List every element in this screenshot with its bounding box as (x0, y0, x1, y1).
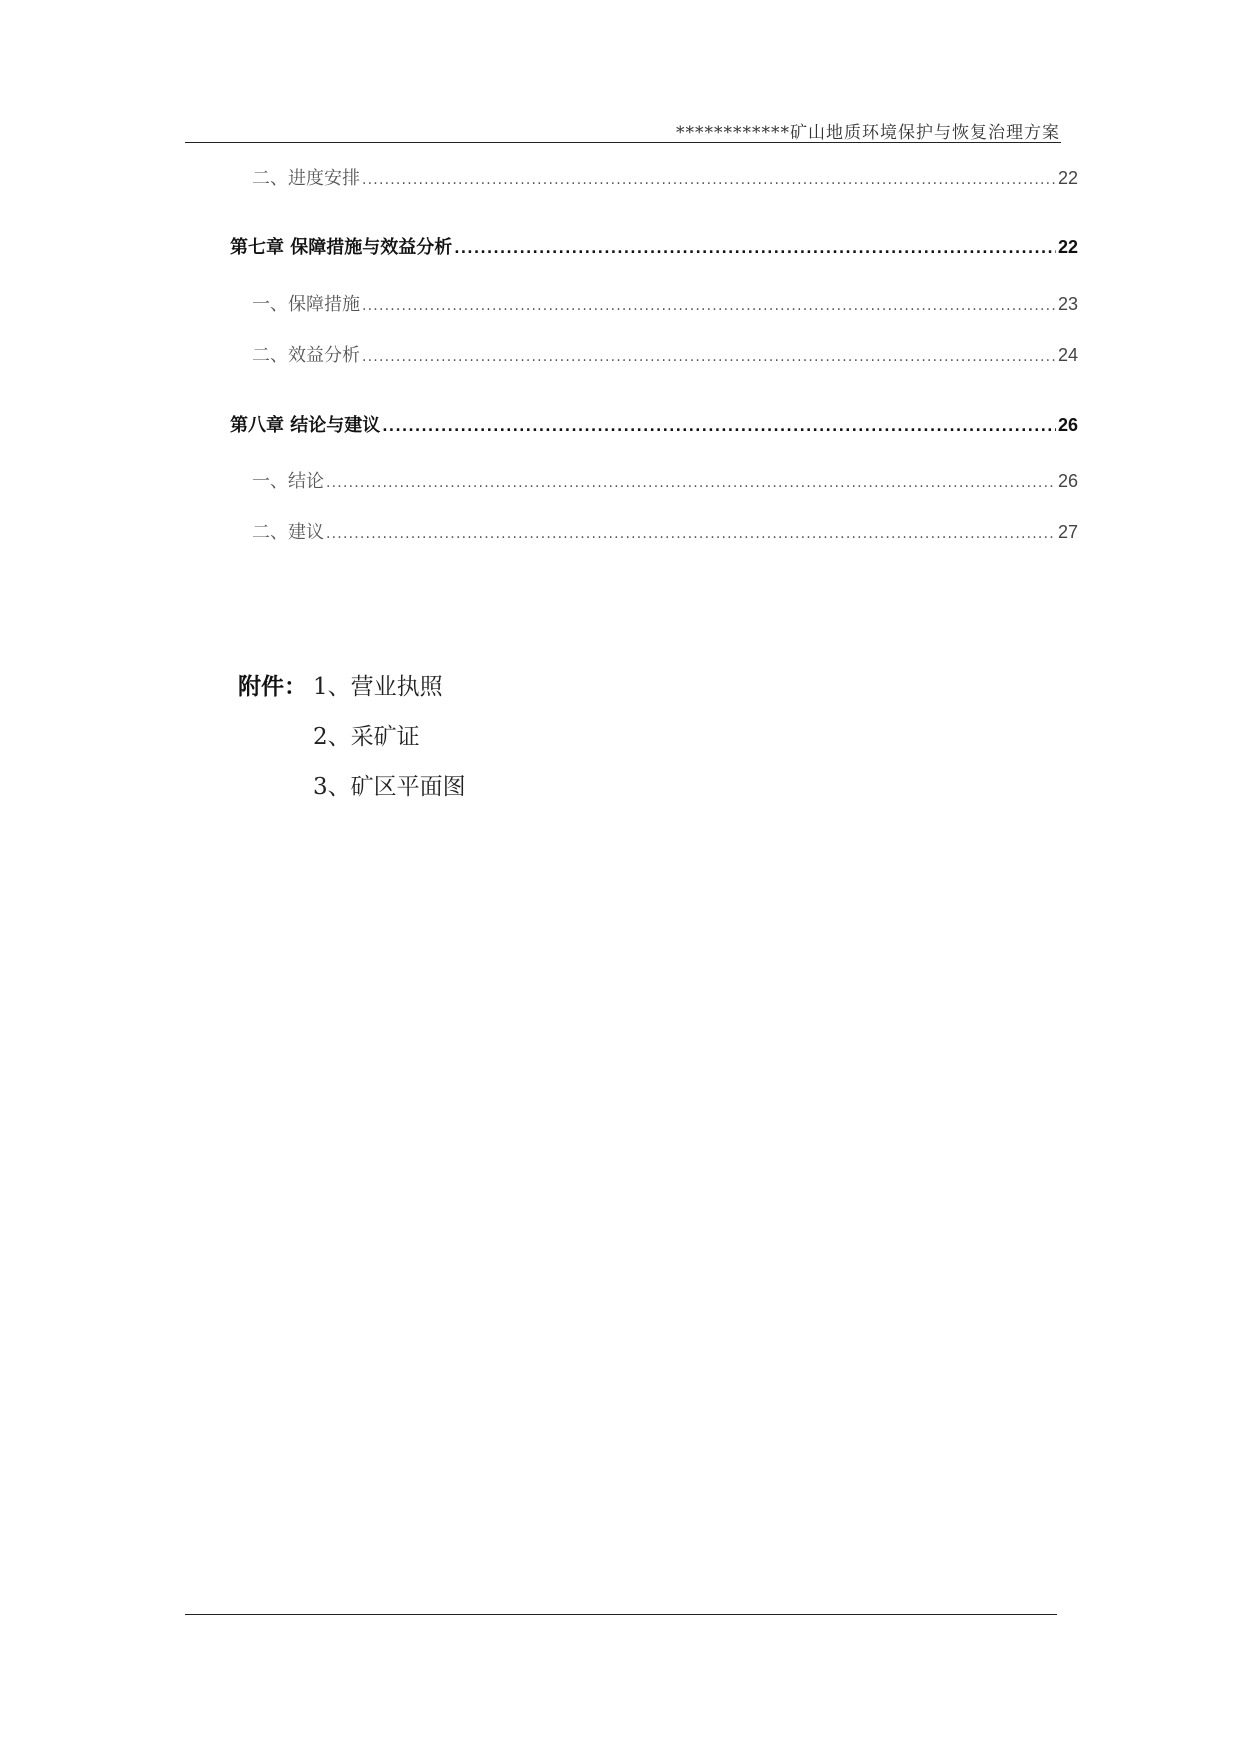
toc-dot-leader (362, 172, 1056, 188)
toc-entry-page: 22 (1057, 168, 1078, 188)
toc-entry-title: 二、效益分析 (252, 345, 360, 366)
toc-chapter-7[interactable] (230, 233, 1078, 259)
toc-dot-leader (326, 475, 1056, 491)
attachment-business-license: 1、营业执照 (313, 674, 443, 700)
toc-dot-leader (454, 241, 1056, 257)
toc-entry-title: 二、建议 (252, 522, 324, 543)
toc-entry-title: 一、结论 (252, 471, 324, 492)
toc-dot-leader (326, 526, 1056, 542)
toc-entry-page: 22 (1057, 237, 1078, 257)
toc-entry-page: 26 (1057, 471, 1078, 491)
toc-entry-title: 二、进度安排 (252, 168, 360, 189)
attachment-mine-plan: 3、矿区平面图 (313, 774, 466, 800)
toc-entry-safeguards[interactable] (252, 290, 1078, 316)
toc-entry-title: 一、保障措施 (252, 294, 360, 315)
toc-dot-leader (382, 419, 1056, 435)
attachments-label: 附件： (238, 674, 307, 700)
toc-entry-benefit-analysis[interactable] (252, 341, 1078, 367)
running-header: ************矿山地质环境保护与恢复治理方案 (676, 123, 1060, 143)
toc-entry-page: 24 (1057, 345, 1078, 365)
toc-dot-leader (362, 298, 1056, 314)
toc-entry-progress-schedule[interactable] (252, 164, 1078, 190)
toc-entry-page: 23 (1057, 294, 1078, 314)
attachment-mining-license: 2、采矿证 (313, 724, 420, 750)
toc-entry-page: 26 (1057, 415, 1078, 435)
toc-entry-title: 第七章 保障措施与效益分析 (230, 237, 453, 258)
toc-entry-title: 第八章 结论与建议 (230, 415, 381, 436)
toc-entry-conclusion[interactable] (252, 467, 1078, 493)
toc-entry-suggestions[interactable] (252, 518, 1078, 544)
toc-entry-page: 27 (1057, 522, 1078, 542)
toc-chapter-8[interactable] (230, 411, 1078, 437)
footer-rule (185, 1614, 1057, 1615)
header-rule (185, 142, 1061, 143)
toc-dot-leader (362, 349, 1056, 365)
